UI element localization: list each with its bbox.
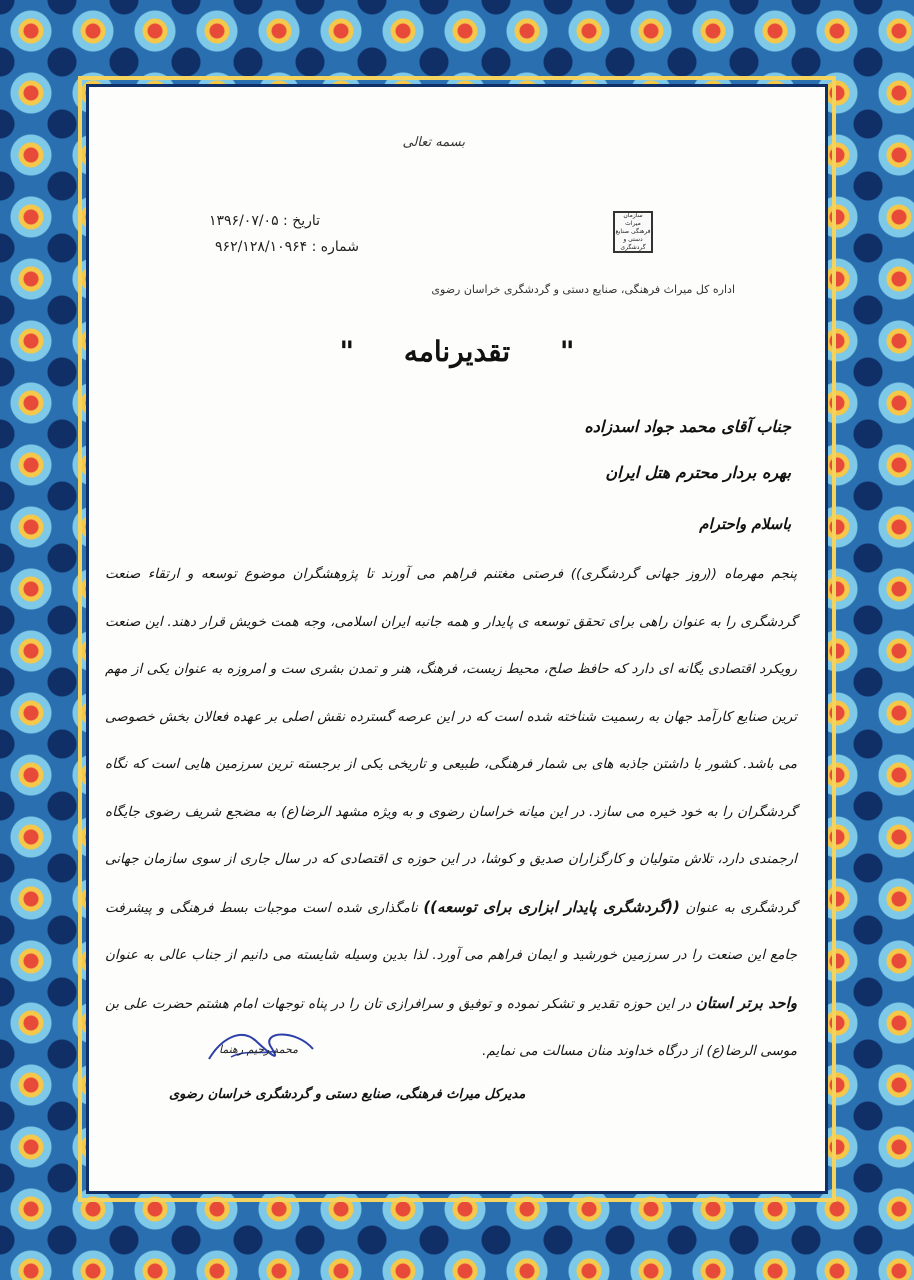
date-value: ۱۳۹۶/۰۷/۰۵ — [209, 213, 279, 229]
organization-seal — [613, 211, 653, 253]
body-text-start: پنجم مهرماه ((روز جهانی گردشگری)) فرصتی مغتنم فراهم می آورند تا پژوهشگران موضوع توسعه و ارتقاء صنعت گردشگری را به عنوان راهی برای تحقق توسعه ی پایدار و همه جانبه ایران اسلامی، وجه همت خویش قرار دهند. این صنعت رویکرد اقتصادی یگانه ای دارد که حافظ صلح، محیط زیست، فرهنگ، هنر و تمدن بشری ست و امروزه به عنوان یکی از مهم ترین صنایع کارآمد جهان به رسمیت شناخته شده است که در این عرصه گسترده نقش اصلی بر عهده فعالان بخش خصوصی می باشد. کشور با داشتن جاذبه های بی شمار فرهنگی، طبیعی و تاریخی یکی از برجسته ترین سرزمین هایی است که نگاه گردشگران را به خود خیره می سازد. در این میانه خراسان رضوی و به ویژه مشهد الرضا(ع) به مضجع شریف رضوی جایگاه ارجمندی دارد، تلاش متولیان و کارگزاران صدیق و کوشا، در این حوزه ی اقتصادی که در سال جاری از سوی سازمان جهانی گردشگری به عنوان — [105, 566, 798, 916]
document-title: " تقدیرنامه " — [339, 335, 575, 368]
number-label: شماره : — [311, 239, 359, 255]
body-text-middle: نامگذاری شده است موجبات بسط فرهنگی و پیشرفت جامع این صنعت را در سرزمین خورشید و ایمان فراهم می آورد. لذا بدین وسیله شایسته می دانیم از جناب عالی به عنوان — [105, 899, 797, 963]
number-value: ۹۶۲/۱۲۸/۱۰۹۶۴ — [215, 239, 308, 255]
body-highlight-phrase: ((گردشگری پایدار ابزاری برای توسعه)) — [423, 897, 680, 916]
signer-title: مدیرکل میراث فرهنگی، صنایع دستی و گردشگری خراسان رضوی — [169, 1087, 526, 1102]
greeting: باسلام واحترام — [699, 515, 791, 533]
date-label: تاریخ : — [283, 213, 321, 229]
body-paragraph — [105, 551, 797, 1076]
body-highlight-award: واحد برتر استان — [695, 993, 797, 1012]
organization-name: اداره کل میراث فرهنگی، صنایع دستی و گردشگری خراسان رضوی — [431, 283, 735, 296]
recipient-name: جناب آقای محمد جواد اسدزاده — [584, 417, 791, 436]
body-text-end: در این حوزه تقدیر و تشکر نموده و توفیق و سرافرازی تان را در پناه توجهات امام هشتم حضرت علی بن موسی الرضا(ع) از درگاه خداوند منان مسالت می نمایم. — [105, 995, 797, 1059]
date-line — [209, 213, 359, 229]
signer-name: محمد رحیم رهنما — [219, 1043, 299, 1056]
number-line — [175, 239, 359, 255]
recipient-role: بهره بردار محترم هتل ایران — [605, 463, 791, 482]
invocation: بسمه تعالی — [402, 135, 465, 150]
certificate-paper — [86, 84, 828, 1194]
seal-text: سازمان میراث فرهنگی صنایع دستی و گردشگری — [615, 212, 651, 251]
